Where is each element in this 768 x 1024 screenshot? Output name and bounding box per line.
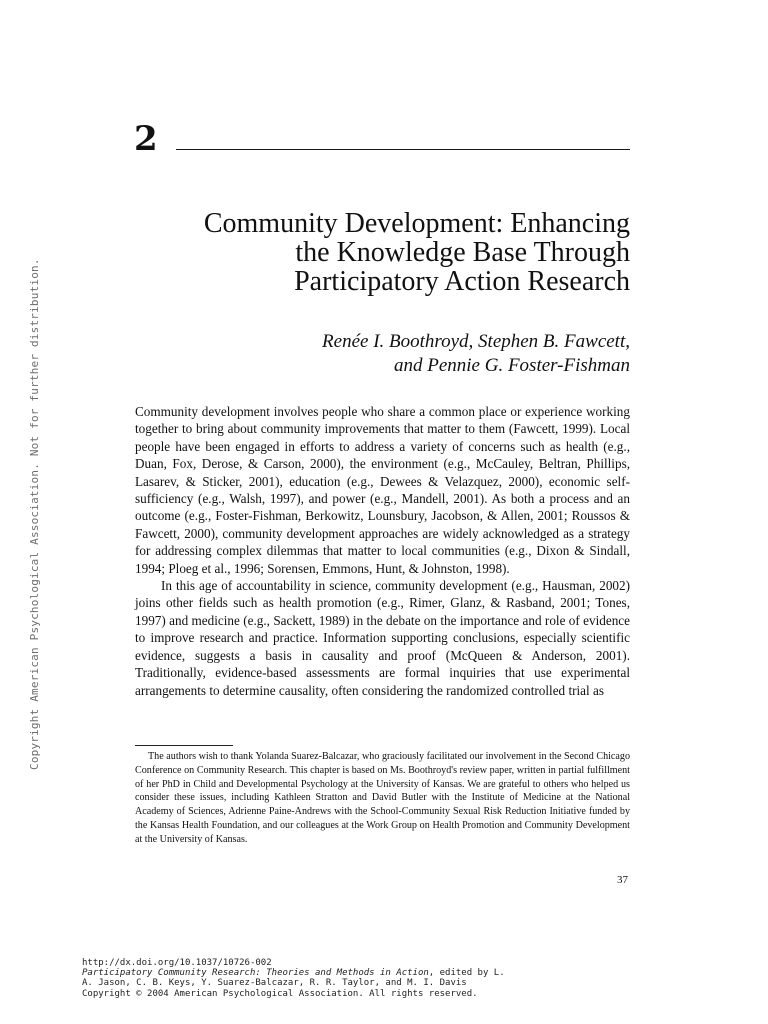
doi-link[interactable]: http://dx.doi.org/10.1037/10726-002	[82, 958, 272, 968]
footnote-rule	[135, 745, 233, 746]
body-paragraph: Community development involves people who share a common place or experience working together to bring about community improvements that matter to them (Fawcett, 1999). Local people have been engaged in efforts to address a variety of concerns such as health (e.g., Duan, Fox, Derose, & Carson, 2000), the environment (e.g., McCauley, Beltran, Phillips, Lasarev, & Sticker, 2001), education (e.g., Dewees & Velazquez, 2000), economic self-sufficiency (e.g., Walsh, 1997), and power (e.g., Mandell, 2001). As both a process and an outcome (e.g., Foster-Fishman, Berkowitz, Lounsbury, Jacobson, & Allen, 2001; Roussos & Fawcett, 2000), community development approaches are widely acknowledged as a strategy for addressing complex dilemmas that matter to local communities (e.g., Dixon & Sindall, 1994; Ploeg et al., 1996; Sorensen, Emmons, Hunt, & Johnston, 1998).	[135, 404, 630, 576]
authors-line: and Pennie G. Foster-Fishman	[393, 355, 630, 376]
citation-source-line	[82, 968, 602, 978]
citation-block	[82, 958, 602, 999]
page-number: 37	[617, 874, 628, 886]
body-paragraph: In this age of accountability in science, community development (e.g., Hausman, 2002) joins other fields such as health promotion (e.g., Rimer, Glanz, & Rasband, 2001; Tones, 1997) and medicine (e.g., Sackett, 1989) in the debate on the importance and role of evidence to improve research and practice. Information supporting conclusions, especially scientific evidence, suggests a basis in causality and proof (McQueen & Anderson, 2001). Traditionally, evidence-based assessments are formal inquiries that use experimental arrangements to determine causality, often considering the randomized controlled trial as	[135, 578, 630, 698]
copyright-side-note: Copyright American Psychological Association. Not for further distribution.	[28, 258, 41, 770]
chapter-title	[134, 209, 630, 296]
book-title: Participatory Community Research: Theories and Methods in Action	[82, 968, 429, 979]
chapter-authors	[134, 330, 630, 378]
authors-line: Renée I. Boothroyd, Stephen B. Fawcett,	[322, 331, 630, 352]
chapter-rule	[176, 149, 630, 150]
chapter-title-line: Participatory Action Research	[294, 266, 630, 297]
citation-copyright: Copyright © 2004 American Psychological Association. All rights reserved.	[82, 988, 478, 999]
body-text	[135, 403, 630, 699]
edited-by-text: , edited by L.	[428, 968, 505, 979]
footnote-text: The authors wish to thank Yolanda Suarez-Balcazar, who graciously facilitated our involvement in the Second Chicago Conference on Community Research. This chapter is based on Ms. Boothroyd's review paper, written in partial fulfillment of her PhD in Child and Developmental Psychology at the University of Kansas. We are grateful to others who helped us consider these issues, including Kathleen Stratton and David Butler with the Institute of Medicine at the National Academy of Sciences, Adrienne Paine-Andrews with the School-Community Sexual Risk Reduction Initiative funded by the Kansas Health Foundation, and our colleagues at the Work Group on Health Promotion and Community Development at the University of Kansas.	[135, 751, 630, 845]
chapter-title-line: the Knowledge Base Through	[295, 237, 630, 268]
chapter-number: 2	[134, 119, 158, 159]
footnote	[135, 750, 630, 847]
chapter-title-line: Community Development: Enhancing	[203, 208, 630, 239]
citation-editors: A. Jason, C. B. Keys, Y. Suarez-Balcazar, R. R. Taylor, and M. I. Davis	[82, 978, 467, 989]
